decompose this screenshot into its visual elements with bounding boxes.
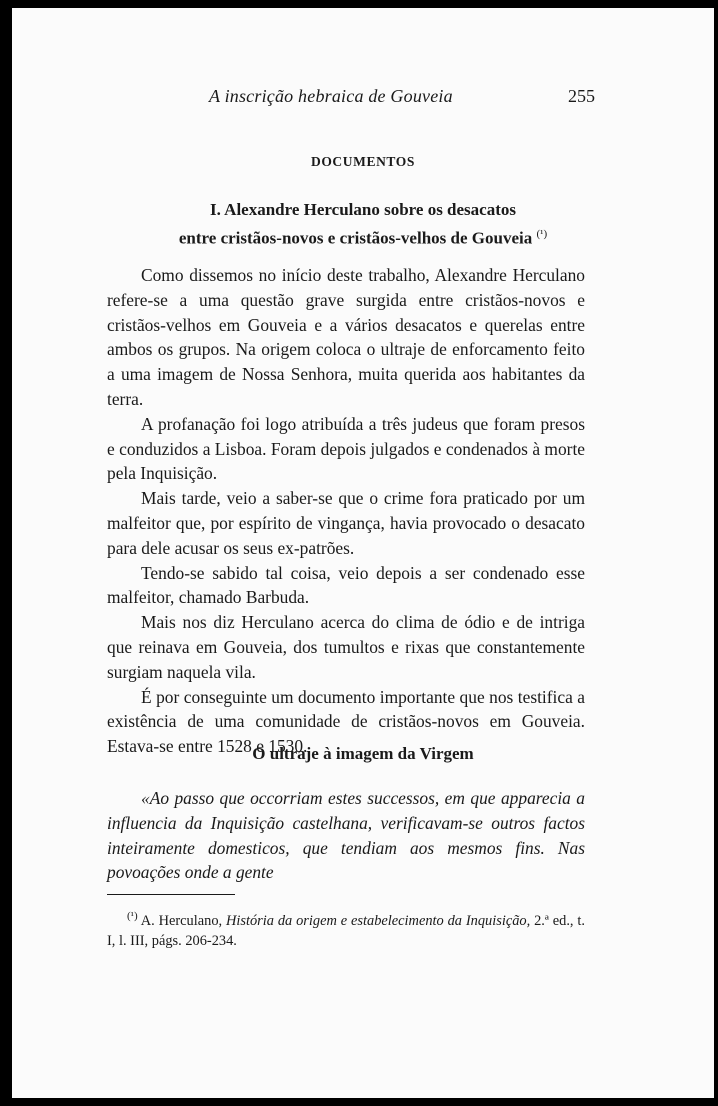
quote-paragraph: «Ao passo que occorriam estes successos, em que apparecia a influencia da Inquisição castelhana, verificavam-se outros factos inteiramente domesticos, que tendiam aos mesmos fins. Nas povoações onde a gente [107,788,585,883]
paragraph: Tendo-se sabido tal coisa, veio depois a ser condenado esse malfeitor, chamado Barbuda. [107,562,585,608]
footnote-work-title: História da origem e estabelecimento da Inquisição, [226,912,531,929]
paragraph: É por conseguinte um documento importante que nos testifica a existência de uma comunidade de cristãos-novos em Gouveia. Estava-se entre 1528 e 1530. [107,686,585,757]
quotation [107,786,585,885]
footnote-details: 2.ª ed., t. I, l. III, págs. 206-234. [107,912,585,949]
running-header [209,86,595,110]
page [12,8,714,1098]
section-title: O ultraje à imagem da Virgem [252,744,474,763]
paragraph: Mais tarde, veio a saber-se que o crime fora praticado por um malfeitor que, por espírito de vingança, havia provocado o desacato para dele acusar os seus ex-patrões. [107,488,585,558]
body-text [107,263,585,759]
footnote-author: A. Herculano, [140,912,223,929]
footnote-text [107,906,585,951]
footnote-divider [107,894,235,895]
footnote-mark: (¹) [127,910,138,922]
footnote-reference: (¹) [536,228,548,240]
heading-line-2-text: entre cristãos-novos e cristãos-velhos de Gouveia [178,228,533,248]
heading-line-1: I. Alexandre Herculano sobre os desacatos [209,200,516,219]
footnote [107,906,585,951]
paragraph: Como dissemos no início deste trabalho, Alexandre Herculano refere-se a uma questão grave surgida entre cristãos-novos e cristãos-velhos em Gouveia e a vários desacatos e querelas entre ambos os grupos. Na origem coloca o ultraje de enforcamento feito a uma imagem de Nossa Senhora, muita querida aos habitantes da terra. [107,265,585,409]
document-heading [12,198,714,251]
paragraph: Mais nos diz Herculano acerca do clima de ódio e de intriga que reinava em Gouveia, dos tumultos e rixas que constantemente surgiam naquela vila. [107,612,585,682]
heading-line-2 [12,222,714,251]
page-number: 255 [568,86,595,106]
section-label: DOCUMENTOS [310,154,415,169]
paragraph: A profanação foi logo atribuída a três judeus que foram presos e conduzidos a Lisboa. Foram depois julgados e condenados à morte pela Inquisição. [107,413,585,484]
running-title: A inscrição hebraica de Gouveia [209,86,453,106]
